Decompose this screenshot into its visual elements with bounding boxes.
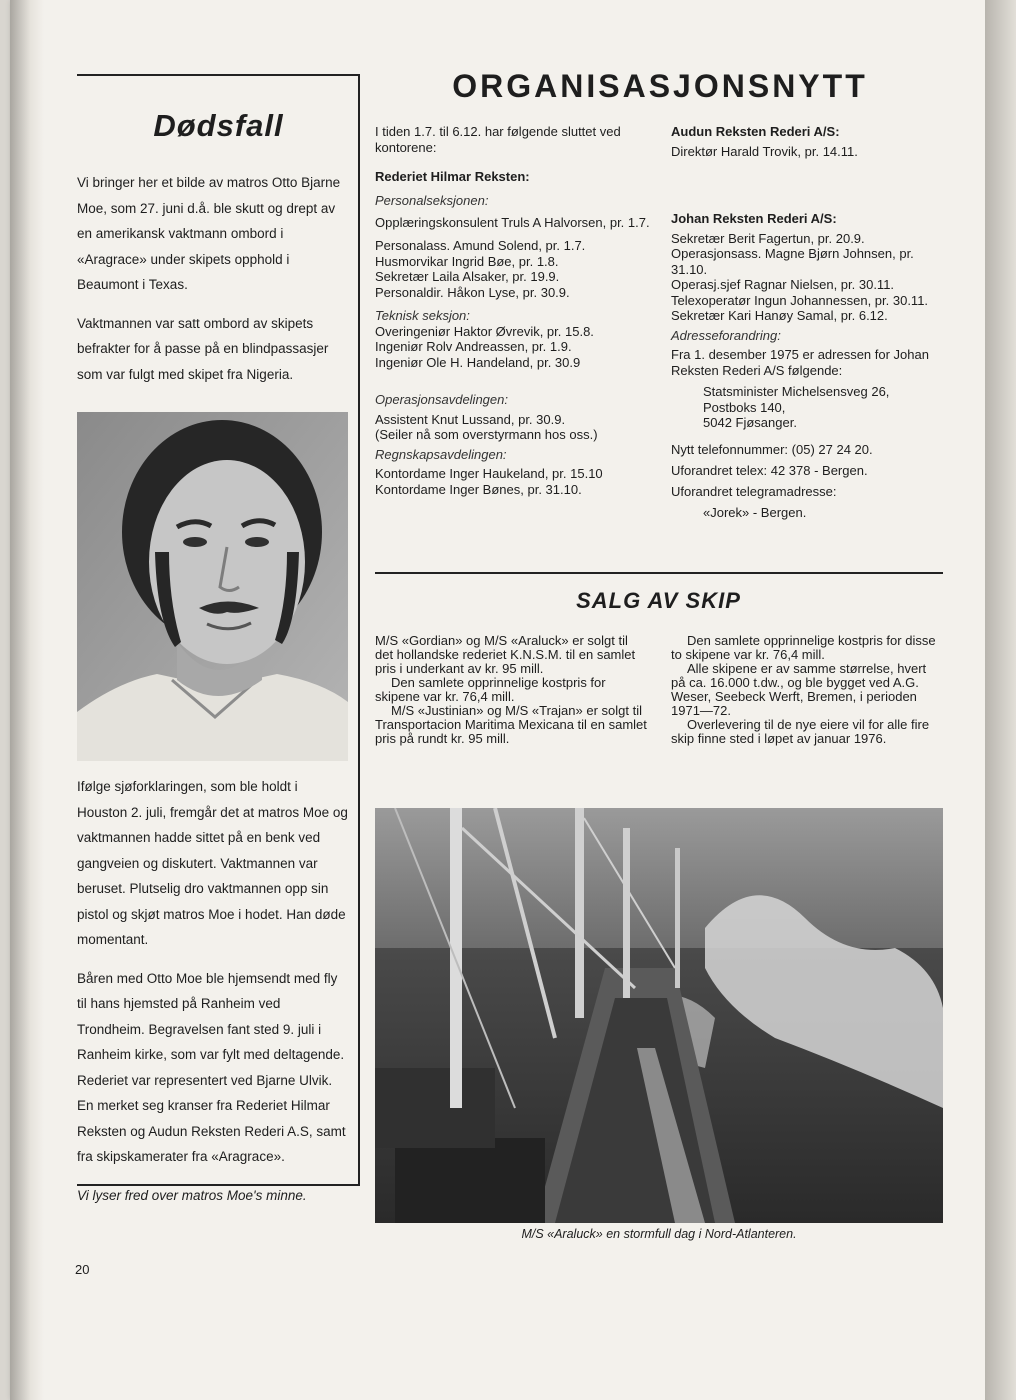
obituary-intro <box>77 170 350 400</box>
address-line: 5042 Fjøsanger. <box>703 415 797 430</box>
obituary-body <box>77 774 350 1221</box>
portrait-photo <box>77 412 348 761</box>
portrait-image <box>77 412 348 761</box>
intro-text: I tiden 1.7. til 6.12. har følgende sluttet ved kontorene: <box>375 124 621 155</box>
paragraph: Ifølge sjøforklaringen, som ble holdt i Houston 2. juli, fremgår det at matros Moe og vaktmannen hadde sittet på en benk ved gangveien og diskutert. Vaktmannen var beruset. Plutselig dro vaktmannen opp sin pistol og skjøt matros Moe i hodet. Han døde momentant. <box>77 779 348 947</box>
address-line: Postboks 140, <box>703 399 786 415</box>
page-binding <box>10 0 44 1400</box>
paragraph: Alle skipene er av samme størrelse, hvert på ca. 16.000 t.dw., og ble bygget ved A.G. Weser, Seebeck Werft, Bremen, i perioden 1971—72. <box>671 661 927 718</box>
closing-line: Vi lyser fred over matros Moe's minne. <box>77 1187 307 1203</box>
address-heading: Adresseforandring: <box>671 327 781 343</box>
list-item: Personalass. Amund Solend, pr. 1.7. <box>375 238 586 253</box>
address-line: Statsminister Michelsensveg 26, <box>703 384 890 399</box>
list-item: (Seiler nå som overstyrmann hos oss.) <box>375 427 598 442</box>
paragraph: Vaktmannen var satt ombord av skipets befrakter for å passe på en blindpassasjer som var fulgt med skipet fra Nigeria. <box>77 315 329 382</box>
section-title: SALG AV SKIP <box>576 588 741 613</box>
address-intro: Fra 1. desember 1975 er adressen for Johan Reksten Rederi A/S følgende: <box>671 347 929 378</box>
paragraph: Båren med Otto Moe ble hjemsendt med fly til hans hjemsted på Ranheim ved Trondheim. Begravelsen fant sted 9. juli i Ranheim kirke, som var fylt med deltagende. Rederiet var representert ved Bjarne Ulvik. En merket seg kranser fra Rederiet Hilmar Reksten og Audun Reksten Rederi A.S, samt fra skipskamerater fra «Aragrace». <box>77 970 346 1164</box>
list-item: Sekretær Laila Alsaker, pr. 19.9. <box>375 269 560 284</box>
list-item: Assistent Knut Lussand, pr. 30.9. <box>375 411 566 427</box>
paragraph: M/S «Justinian» og M/S «Trajan» er solgt til Transportacion Maritima Mexicana til en samlet pris på rundt kr. 95 mill. <box>375 703 647 746</box>
list-item: Kontordame Inger Bønes, pr. 31.10. <box>375 481 582 497</box>
obituary-title: Dødsfall <box>153 108 284 143</box>
list-item: Husmorvikar Ingrid Bøe, pr. 1.8. <box>375 253 559 269</box>
ship-photo <box>375 808 943 1223</box>
paragraph: Vi bringer her et bilde av matros Otto Bjarne Moe, som 27. juni d.å. ble skutt og drept av en amerikansk vaktmann ombord i «Aragrace» under skipets opphold i Beaumont i Texas. <box>77 175 341 292</box>
list-item: Telexoperatør Ingun Johannessen, pr. 30.11. <box>671 292 929 308</box>
list-item: Ingeniør Rolv Andreassen, pr. 1.9. <box>375 339 572 354</box>
photo-caption: M/S «Araluck» en stormfull dag i Nord-Atlanteren. <box>521 1227 797 1241</box>
department-heading: Personalseksjonen: <box>375 192 489 208</box>
paragraph: Overlevering til de nye eiere vil for alle fire skip finne sted i løpet av januar 1976. <box>671 717 930 746</box>
paragraph: M/S «Gordian» og M/S «Araluck» er solgt til det hollandske rederiet K.N.S.M. til en samlet pris i underkant av kr. 95 mill. <box>375 633 636 676</box>
list-item: Overingeniør Haktor Øvrevik, pr. 15.8. <box>375 323 594 339</box>
org-column-left <box>375 124 651 497</box>
list-item: Operasjonsass. Magne Bjørn Johnsen, pr. 31.10. <box>671 246 914 277</box>
list-item: Opplæringskonsulent Truls A Halvorsen, pr. 1.7. <box>375 215 650 230</box>
list-item: Direktør Harald Trovik, pr. 14.11. <box>671 143 858 159</box>
company-heading: Johan Reksten Rederi A/S: <box>671 211 837 226</box>
section-title: ORGANISASJONSNYTT <box>452 68 868 104</box>
sale-column-2 <box>671 634 943 746</box>
list-item: Personaldir. Håkon Lyse, pr. 30.9. <box>375 284 570 300</box>
page-number: 20 <box>75 1262 90 1277</box>
list-item: Ingeniør Ole H. Handeland, pr. 30.9 <box>375 354 581 370</box>
company-heading: Rederiet Hilmar Reksten: <box>375 169 530 184</box>
department-heading: Regnskapsavdelingen: <box>375 446 507 462</box>
telex-number: Uforandret telex: 42 378 - Bergen. <box>671 462 868 478</box>
page-edge <box>985 0 1016 1400</box>
list-item: Sekretær Kari Hanøy Samal, pr. 6.12. <box>671 308 888 323</box>
company-heading: Audun Reksten Rederi A/S: <box>671 124 840 139</box>
list-item: Operasj.sjef Ragnar Nielsen, pr. 30.11. <box>671 277 895 292</box>
sale-column-1 <box>375 634 647 746</box>
paragraph: Den samlete opprinnelige kostpris for skipene var kr. 76,4 mill. <box>375 675 606 704</box>
phone-number: Nytt telefonnummer: (05) 27 24 20. <box>671 441 873 457</box>
list-item: Sekretær Berit Fagertun, pr. 20.9. <box>671 230 865 246</box>
ship-image <box>375 808 943 1223</box>
org-column-right <box>671 124 949 523</box>
list-item: Kontordame Inger Haukeland, pr. 15.10 <box>375 466 603 481</box>
telegram-label: Uforandret telegramadresse: <box>671 483 837 499</box>
telegram-address: «Jorek» - Bergen. <box>703 504 807 520</box>
department-heading: Teknisk seksjon: <box>375 308 470 323</box>
department-heading: Operasjonsavdelingen: <box>375 392 508 407</box>
section-divider <box>375 572 943 574</box>
paragraph: Den samlete opprinnelige kostpris for disse to skipene var kr. 76,4 mill. <box>671 633 936 662</box>
